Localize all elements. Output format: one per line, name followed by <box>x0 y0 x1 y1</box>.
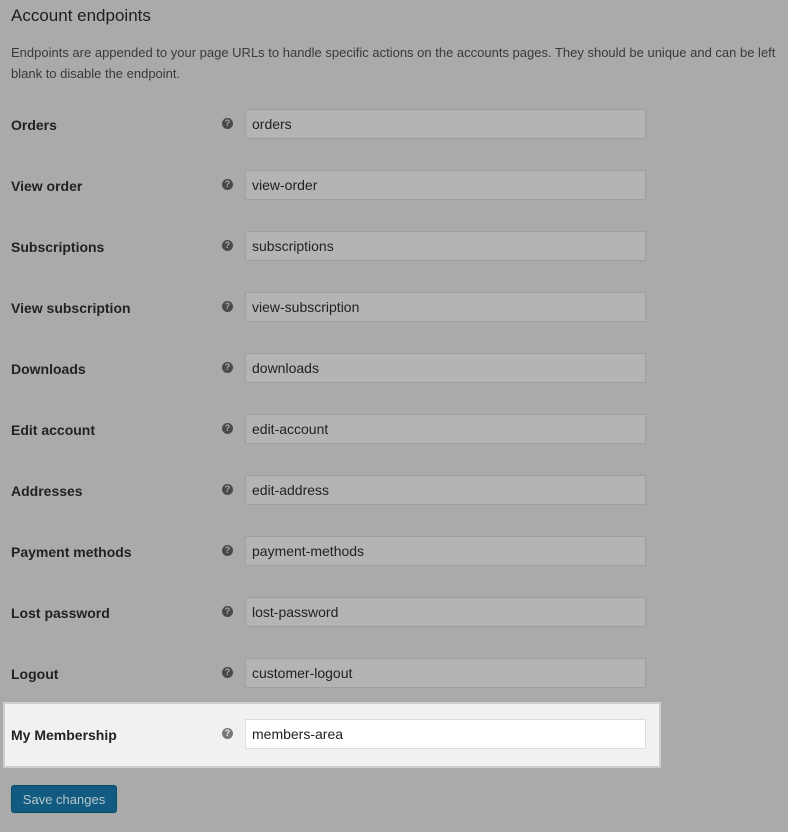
endpoint-label: Lost password <box>11 605 110 621</box>
endpoint-label: Edit account <box>11 422 96 438</box>
endpoint-label: Logout <box>11 666 59 682</box>
endpoint-input[interactable] <box>245 170 646 200</box>
endpoint-row <box>5 521 659 583</box>
endpoint-label: Payment methods <box>11 544 132 560</box>
endpoint-input[interactable] <box>245 475 646 505</box>
endpoint-input[interactable] <box>245 597 646 627</box>
help-icon[interactable]: ? <box>222 118 233 129</box>
endpoint-label: View order <box>11 178 83 194</box>
endpoint-row <box>5 399 659 461</box>
endpoint-label: Addresses <box>11 483 83 499</box>
endpoint-input[interactable] <box>245 292 646 322</box>
endpoint-label: My Membership <box>11 727 117 743</box>
help-icon[interactable]: ? <box>222 606 233 617</box>
endpoint-label: Orders <box>11 117 57 133</box>
endpoint-input[interactable] <box>245 719 646 749</box>
help-icon[interactable]: ? <box>222 240 233 251</box>
help-icon[interactable]: ? <box>222 484 233 495</box>
endpoint-label: Downloads <box>11 361 86 377</box>
endpoint-row <box>5 704 659 766</box>
endpoint-label: View subscription <box>11 300 131 316</box>
endpoint-row <box>5 216 659 278</box>
endpoint-label: Subscriptions <box>11 239 105 255</box>
endpoint-input[interactable] <box>245 353 646 383</box>
section-description: Endpoints are appended to your page URLs to handle specific actions on the accounts pages. They should be unique and can be left blank to disable the endpoint. <box>11 45 776 81</box>
endpoint-input[interactable] <box>245 231 646 261</box>
endpoint-row <box>5 582 659 644</box>
endpoint-input[interactable] <box>245 536 646 566</box>
help-icon[interactable]: ? <box>222 667 233 678</box>
endpoint-row <box>5 338 659 400</box>
help-icon[interactable]: ? <box>222 728 233 739</box>
help-icon[interactable]: ? <box>222 301 233 312</box>
endpoint-row <box>5 155 659 217</box>
help-icon[interactable]: ? <box>222 179 233 190</box>
endpoint-input[interactable] <box>245 658 646 688</box>
endpoint-row <box>5 643 659 705</box>
help-icon[interactable]: ? <box>222 362 233 373</box>
endpoint-row <box>5 94 659 156</box>
section-title: Account endpoints <box>11 6 151 25</box>
endpoint-row <box>5 277 659 339</box>
help-icon[interactable]: ? <box>222 545 233 556</box>
endpoint-input[interactable] <box>245 414 646 444</box>
help-icon[interactable]: ? <box>222 423 233 434</box>
save-changes-button[interactable]: Save changes <box>11 785 117 813</box>
endpoint-row <box>5 460 659 522</box>
endpoint-input[interactable] <box>245 109 646 139</box>
